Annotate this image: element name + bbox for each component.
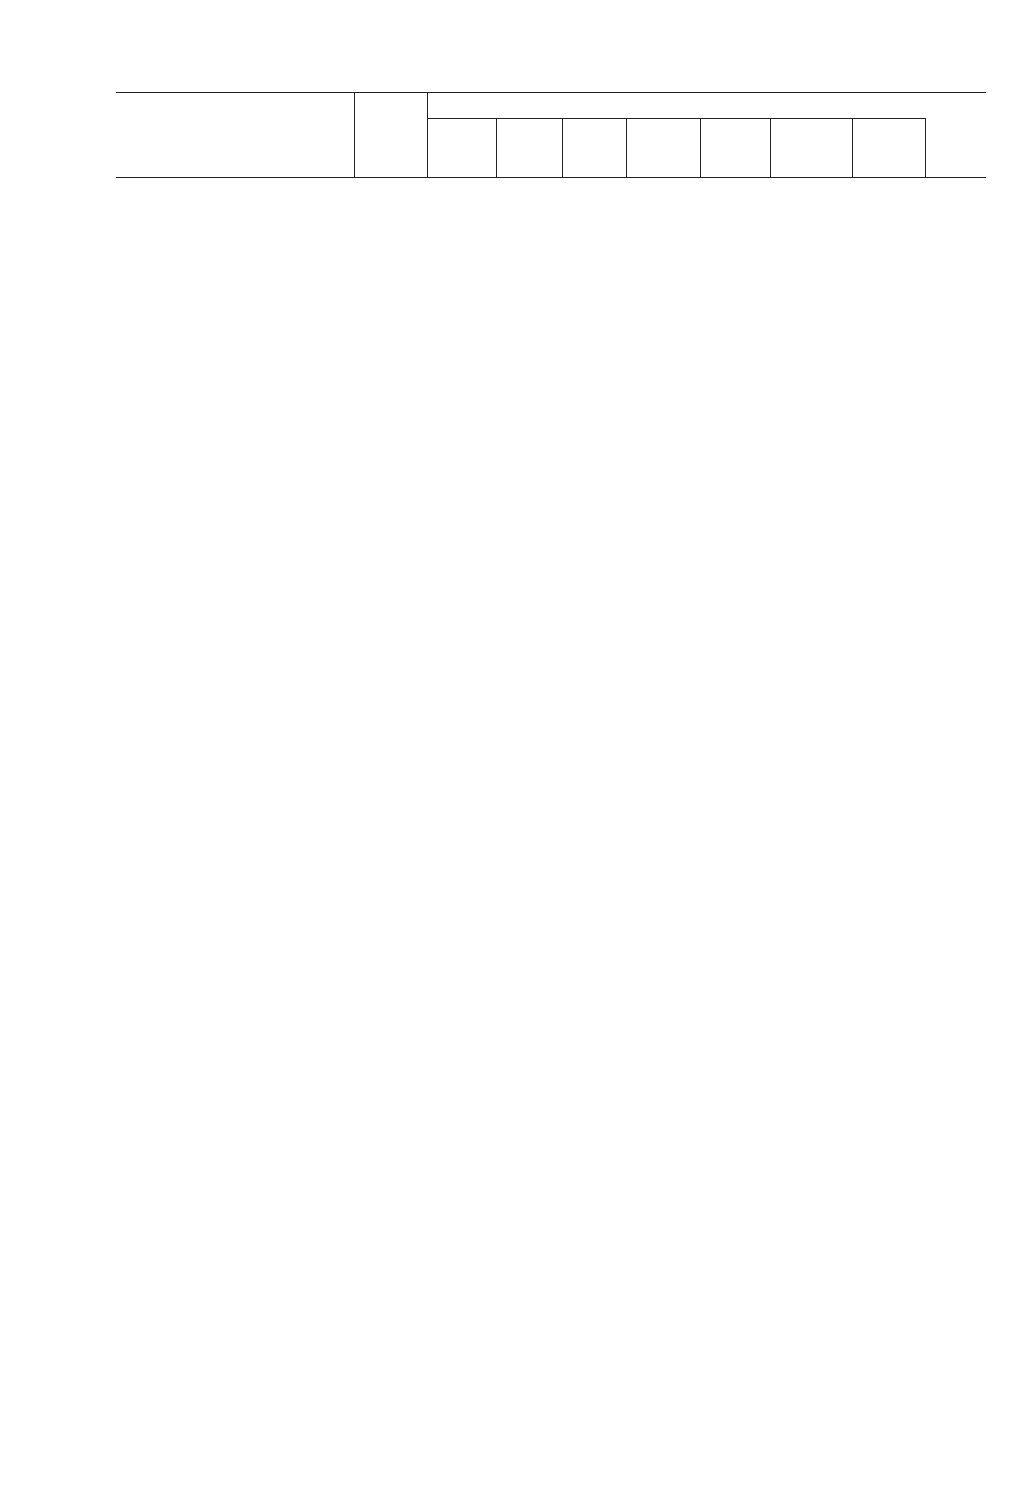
header-divider-unknown bbox=[925, 118, 926, 177]
header-divider-col5 bbox=[700, 118, 701, 177]
header-divider-col4 bbox=[626, 118, 627, 177]
header-divider-col6 bbox=[770, 118, 771, 177]
header-top-rule bbox=[116, 92, 986, 93]
header-group-rule bbox=[427, 118, 925, 119]
header-bottom-rule bbox=[116, 177, 986, 178]
header-divider-col3 bbox=[562, 118, 563, 177]
header-divider-col2 bbox=[496, 118, 497, 177]
header-divider-years bbox=[427, 92, 428, 177]
header-divider-col7 bbox=[852, 118, 853, 177]
header-divider-total bbox=[354, 92, 355, 177]
